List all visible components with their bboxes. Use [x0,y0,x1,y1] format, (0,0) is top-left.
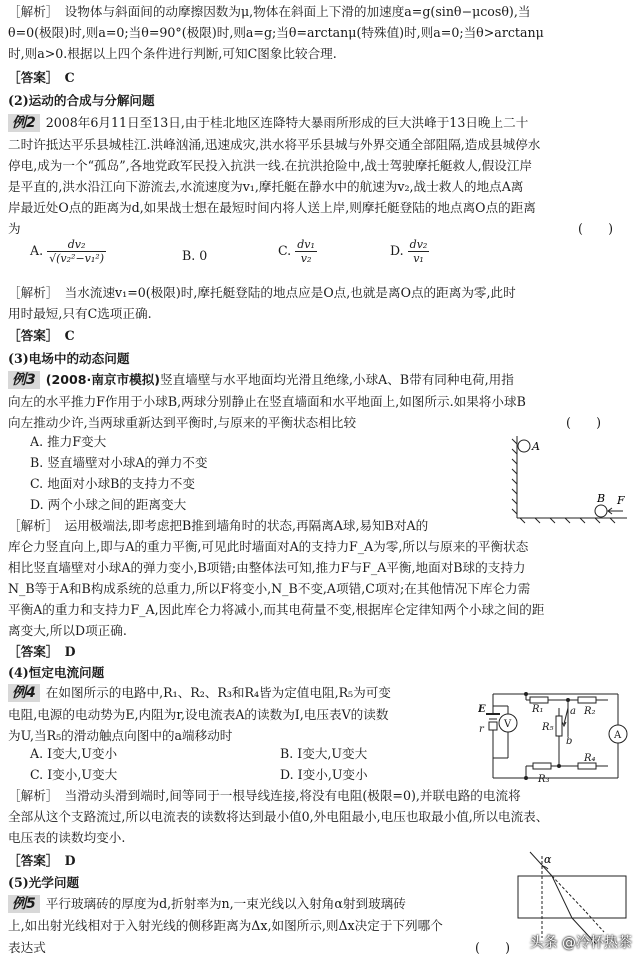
example-label: 例5 [8,895,40,913]
terminal-a-label: a [570,706,576,717]
section-heading: (5)光学问题 [8,875,80,890]
emf-label: E [478,704,486,715]
option-d: D. I变小,U变小 [280,767,368,782]
option-b: B. 0 [182,248,208,263]
example-line: 向左的水平推力F作用于小球B,两球分别静止在竖直墙面和水平地面上,如图所示.如果将小球B [8,394,526,409]
analysis-line: N_B等于A和B构成系统的总重力,所以F将变小,N_B不变,A项错,C项对;在其他情况下库仑力需 [8,581,531,596]
answer-line: ［答案］ D [8,644,76,659]
example-line: 为U,当R₅的滑动触点向图中的a端移动时 [8,728,233,743]
section-heading: (2)运动的合成与分解问题 [8,93,155,108]
option-b: B. 竖直墙壁对小球A的弹力不变 [30,455,208,470]
example-label: 例3 [8,371,40,389]
example-text: 平行玻璃砖的厚度为d,折射率为n,一束光线以入射角α射到玻璃砖 [45,896,406,911]
force-f-label: F [617,494,625,507]
example-line: 为 [8,221,21,236]
option-a: A. 推力F变大 [30,434,107,449]
ball-b-label: B [597,492,606,505]
example-line: 表达式 [8,940,46,955]
answer-line: ［答案］ C [8,328,75,343]
example-line: 是平直的,洪水沿江向下游流去,水流速度为v₁,摩托艇在静水中的航速为v₂,战士救人的地点A离 [8,179,524,194]
resistor-r4-label: R₄ [584,753,596,764]
answer-line: ［答案］ D [8,853,76,868]
analysis-line: 电压表的读数均变小. [8,830,126,845]
example-line: 电阻,电源的电动势为E,内阻为r,设电流表A的读数为I,电压表V的读数 [8,707,389,722]
option-d: D. $\frac{\text{dv₂}}{\text{v₁}}$ [390,238,428,265]
resistor-r2-label: R₂ [584,706,596,717]
example-line: 岸最近处O点的距离为d,如果战士想在最短时间内将人送上岸,则摩托艇登陆的地点离O点的距离 [8,200,536,215]
analysis-line: 用时最短,只有C选项正确. [8,306,152,321]
answer-blank: ( ) [566,415,602,430]
example-label: 例4 [8,684,40,702]
analysis-line: ［解析］ 运用极端法,即考虑把B推到墙角时的状态,再隔离A球,易知B对A的 [8,518,429,533]
option-b: B. I变大,U变大 [280,746,368,761]
terminal-b-label: b [566,736,573,747]
resistor-r5-label: R₅ [542,722,554,733]
answer-blank: ( ) [578,221,614,236]
ammeter-label: A [614,730,622,741]
analysis-line: ［解析］ 当滑动头滑到端时,间等同于一根导线连接,将没有电阻(极限=0),并联电路的电流将 [8,788,521,803]
example-text: 2008年6月11日至13日,由于桂北地区连降特大暴雨所形成的巨大洪峰于13日晚上二十 [45,115,529,130]
internal-resistance-label: r [479,724,484,735]
example-text: 在如图所示的电路中,R₁、R₂、R₃和R₄皆为定值电阻,R₅为可变 [45,685,391,700]
example-line: 停电,成为一个“孤岛”,各地党政军民投入抗洪一线.在抗洪抢险中,战士驾驶摩托艇救人,假设江岸 [8,158,533,173]
example-line: 向左推动少许,当两球重新达到平衡时,与原来的平衡状态相比较 [8,415,357,430]
answer-blank: ( ) [475,940,511,955]
analysis-line: 平衡A的重力和支持力F_A,因此库仑力将减小,而其电荷量不变,根据库仑定律知两个小球之间的距 [8,602,545,617]
option-a: A. I变大,U变小 [30,746,118,761]
example-source: (2008·南京市模拟) [45,372,161,387]
analysis-line: 相比竖直墙壁对小球A的弹力变小,B项错;由整体法可知,推力F与F_A平衡,地面对B球的支持力 [8,560,526,575]
example-2-line [8,113,630,133]
watermark: 头条 @冷杯热茶 [529,935,632,951]
analysis-line: 离变大,所以D项正确. [8,623,127,638]
resistor-r1-label: R₁ [532,704,544,715]
circuit-figure [478,686,630,786]
example-line: 二时许抵达平乐县城桂江.洪峰汹涌,迅速成灾,洪水将平乐县城与外界交通全部阻隔,造成县城停水 [8,137,541,152]
voltmeter-label: V [504,719,512,730]
example-text: 竖直墙壁与水平地面均光滑且绝缘,小球A、B带有同种电荷,用指 [160,372,514,387]
option-c: C. $\frac{\text{dv₁}}{\text{v₂}}$ [278,238,315,265]
section-heading: (3)电场中的动态问题 [8,351,130,366]
analysis-line: ［解析］ 设物体与斜面间的动摩擦因数为μ,物体在斜面上下滑的加速度a=g(sinθ−μcosθ),当 [8,4,531,19]
example-3-line [8,370,630,390]
example-5-line [8,894,508,914]
example-line: 上,如出射光线相对于入射光线的侧移距离为Δx,如图所示,则Δx决定于下列哪个 [8,918,443,933]
ball-a-label: A [532,440,540,453]
analysis-line: 时,则a>0.根据以上四个条件进行判断,可知C图象比较合理. [8,46,337,61]
example-label: 例2 [8,114,40,132]
analysis-line: ［解析］ 当水流速v₁=0(极限)时,摩托艇登陆的地点应是O点,也就是离O点的距离为零,此时 [8,285,516,300]
analysis-line: θ=0(极限)时,则a=0;当θ=90°(极限)时,则a=g;当θ=arctanμ(特殊值)时,则a=0;当θ>arctanμ [8,25,544,40]
option-c: C. I变小,U变大 [30,767,118,782]
option-c: C. 地面对小球B的支持力不变 [30,476,195,491]
answer-line: ［答案］ C [8,70,75,85]
example-4-line [8,683,478,703]
resistor-r3-label: R₃ [538,774,550,785]
option-a: A. $\frac{\text{dv₂}}{\text{√(v₂²−v₁²)}}$ [30,238,105,265]
incidence-angle-label: α [544,853,552,866]
section-heading: (4)恒定电流问题 [8,665,105,680]
analysis-line: 库仑力竖直向上,即与A的重力平衡,可见此时墙面对A的支持力F_A为零,所以与原来的平衡状态 [8,539,529,554]
option-d: D. 两个小球之间的距离变大 [30,497,187,512]
wall-balls-figure [505,430,630,525]
analysis-line: 全部从这个支路流过,所以电流表的读数将达到最小值0,外电阻最小,电压也取最小值,所以电流表、 [8,809,549,824]
